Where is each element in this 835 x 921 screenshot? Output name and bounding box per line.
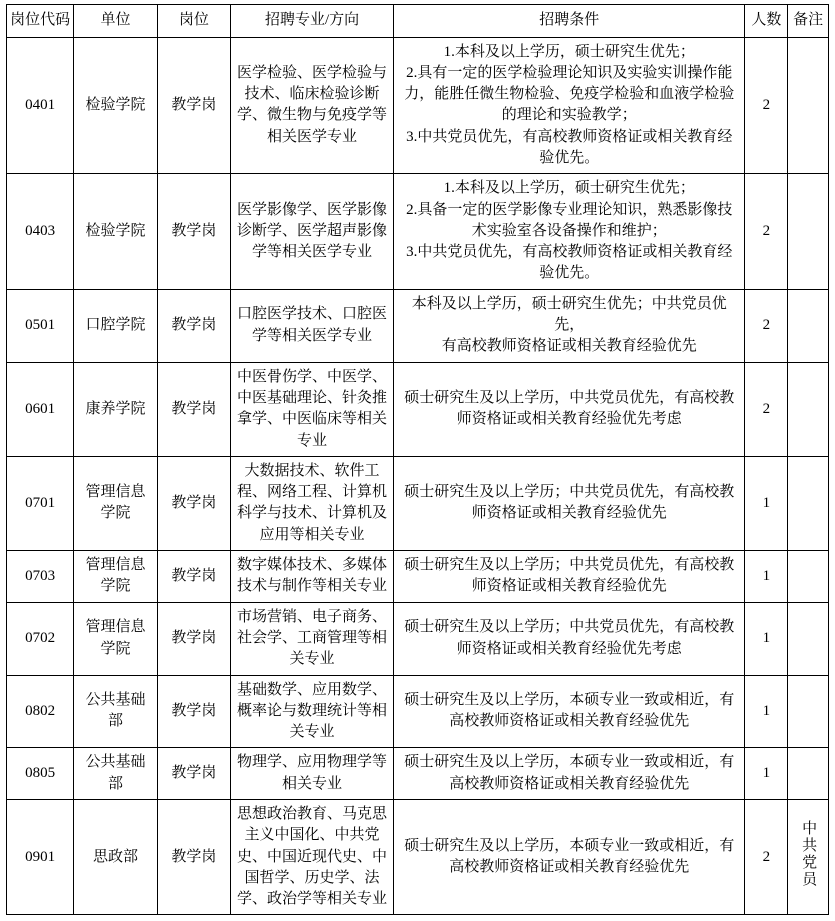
column-header-number: [745, 5, 788, 38]
cell-unit: 管理信息学院: [74, 602, 158, 675]
cell-major: 医学检验、医学检验与技术、临床检验诊断学、微生物与免疫学等相关医学专业: [231, 37, 394, 174]
cell-condition: [394, 748, 745, 800]
cell-job-code: 0403: [7, 174, 74, 289]
condition-line: 硕士研究生及以上学历，本硕专业一致或相近，有: [404, 692, 735, 709]
table-row: [7, 551, 829, 603]
condition-line: 1.本科及以上学历，硕士研究生优先；: [443, 180, 695, 197]
cell-condition: [394, 602, 745, 675]
table-row: [7, 675, 829, 748]
condition-line: 师资格证或相关教育经验优先: [471, 578, 667, 595]
cell-job-code: 0401: [7, 37, 74, 174]
table-row: [7, 174, 829, 289]
condition-line: 2.具备一定的医学影像专业理论知识，熟悉影像技术实验室各设备操作和维护；: [406, 201, 733, 239]
cell-condition: [394, 289, 745, 362]
cell-job-code: 0805: [7, 748, 74, 800]
condition-line: 硕士研究生及以上学历，本硕专业一致或相近，有: [404, 754, 735, 771]
cell-major: 基础数学、应用数学、概率论与数理统计等相关专业: [231, 675, 394, 748]
cell-major: 中医骨伤学、中医学、中医基础理论、针灸推拿学、中医临床等相关专业: [231, 362, 394, 456]
cell-remark: [788, 748, 829, 800]
cell-condition: [394, 800, 745, 915]
table-row: [7, 748, 829, 800]
recruitment-table: [6, 4, 829, 915]
cell-major: 口腔医学技术、口腔医学等相关医学专业: [231, 289, 394, 362]
cell-number: 2: [745, 174, 788, 289]
condition-line: 师资格证或相关教育经验优先考虑: [456, 411, 682, 428]
cell-job-code: 0701: [7, 456, 74, 550]
condition-line: 高校教师资格证或相关教育经验优先: [449, 859, 690, 876]
condition-line: 硕士研究生及以上学历；中共党员优先，有高校教: [404, 557, 735, 574]
cell-post: 教学岗: [157, 362, 230, 456]
table-row: [7, 37, 829, 174]
cell-major: 医学影像学、医学影像诊断学、医学超声影像学等相关医学专业: [231, 174, 394, 289]
cell-post: 教学岗: [157, 602, 230, 675]
cell-remark: [788, 456, 829, 550]
cell-condition: [394, 362, 745, 456]
cell-condition: [394, 675, 745, 748]
column-header-major-label: 招聘专业/方向: [264, 12, 360, 28]
condition-line: 硕士研究生及以上学历；中共党员优先，有高校教: [404, 484, 735, 501]
cell-job-code: 0702: [7, 602, 74, 675]
remark-text: 中共党员: [800, 819, 817, 888]
cell-number: 2: [745, 37, 788, 174]
table-row: [7, 602, 829, 675]
cell-major: 数字媒体技术、多媒体技术与制作等相关专业: [231, 551, 394, 603]
table-header: [7, 5, 829, 38]
cell-condition: [394, 456, 745, 550]
table-row: [7, 456, 829, 550]
cell-unit: 康养学院: [74, 362, 158, 456]
cell-job-code: 0802: [7, 675, 74, 748]
cell-remark: [788, 602, 829, 675]
column-header-major: [231, 5, 394, 38]
table-header-row: [7, 5, 829, 38]
cell-remark: [788, 289, 829, 362]
table-row: [7, 362, 829, 456]
cell-unit: 检验学院: [74, 37, 158, 174]
cell-post: 教学岗: [157, 456, 230, 550]
column-header-remark: [788, 5, 829, 38]
cell-post: 教学岗: [157, 37, 230, 174]
cell-remark: [788, 37, 829, 174]
condition-line: 硕士研究生及以上学历；中共党员优先，有高校教: [404, 619, 735, 636]
condition-line: 高校教师资格证或相关教育经验优先: [449, 775, 690, 792]
cell-post: 教学岗: [157, 748, 230, 800]
cell-major: 思想政治教育、马克思主义中国化、中共党史、中国近现代史、中国哲学、历史学、法学、政治学等相关专业: [231, 800, 394, 915]
cell-number: 1: [745, 748, 788, 800]
cell-remark: [788, 362, 829, 456]
condition-line: 3.中共党员优先，有高校教师资格证或相关教育经验优先。: [406, 128, 733, 166]
cell-number: 2: [745, 362, 788, 456]
cell-job-code: 0901: [7, 800, 74, 915]
condition-line: 本科及以上学历，硕士研究生优先；中共党员优先，: [411, 295, 727, 334]
column-header-code: [7, 5, 74, 38]
column-header-post: [157, 5, 230, 38]
cell-unit: 公共基础部: [74, 675, 158, 748]
column-header-code-label: 岗位代码: [10, 12, 71, 28]
column-header-number-label: 人数: [751, 12, 782, 28]
condition-line: 3.中共党员优先，有高校教师资格证或相关教育经验优先。: [406, 244, 733, 282]
cell-unit: 思政部: [74, 800, 158, 915]
cell-number: 1: [745, 675, 788, 748]
cell-unit: 管理信息学院: [74, 456, 158, 550]
condition-line: 2.具有一定的医学检验理论知识及实验实训操作能力，能胜任微生物检验、免疫学检验和血液学检验的理论和实验教学；: [404, 64, 735, 124]
condition-line: 师资格证或相关教育经验优先考虑: [456, 640, 682, 657]
cell-post: 教学岗: [157, 675, 230, 748]
column-header-condition: [394, 5, 745, 38]
cell-number: 1: [745, 602, 788, 675]
column-header-unit-label: 单位: [100, 12, 131, 28]
cell-unit: 口腔学院: [74, 289, 158, 362]
table-row: [7, 289, 829, 362]
condition-line: 师资格证或相关教育经验优先: [471, 505, 667, 522]
cell-condition: [394, 551, 745, 603]
cell-number: 1: [745, 551, 788, 603]
cell-unit: 公共基础部: [74, 748, 158, 800]
cell-post: 教学岗: [157, 289, 230, 362]
cell-remark: [788, 675, 829, 748]
cell-number: 2: [745, 289, 788, 362]
table-body: [7, 37, 829, 915]
column-header-post-label: 岗位: [178, 12, 209, 28]
cell-remark: [788, 800, 829, 915]
cell-post: 教学岗: [157, 174, 230, 289]
cell-number: 2: [745, 800, 788, 915]
column-header-unit: [74, 5, 158, 38]
cell-major: 物理学、应用物理学等相关专业: [231, 748, 394, 800]
cell-major: 大数据技术、软件工程、网络工程、计算机科学与技术、计算机及应用等相关专业: [231, 456, 394, 550]
condition-line: 硕士研究生及以上学历，中共党员优先，有高校教: [404, 389, 735, 406]
cell-remark: [788, 174, 829, 289]
cell-remark: [788, 551, 829, 603]
condition-line: 高校教师资格证或相关教育经验优先: [449, 713, 690, 730]
table-row: [7, 800, 829, 915]
column-header-remark-label: 备注: [793, 12, 824, 28]
cell-post: 教学岗: [157, 551, 230, 603]
cell-job-code: 0601: [7, 362, 74, 456]
cell-unit: 检验学院: [74, 174, 158, 289]
column-header-condition-label: 招聘条件: [539, 12, 600, 28]
condition-line: 1.本科及以上学历，硕士研究生优先；: [443, 43, 695, 60]
cell-condition: [394, 37, 745, 174]
cell-job-code: 0703: [7, 551, 74, 603]
cell-number: 1: [745, 456, 788, 550]
cell-condition: [394, 174, 745, 289]
cell-unit: 管理信息学院: [74, 551, 158, 603]
cell-post: 教学岗: [157, 800, 230, 915]
cell-job-code: 0501: [7, 289, 74, 362]
condition-line: 硕士研究生及以上学历，本硕专业一致或相近，有: [404, 837, 735, 854]
condition-line: 有高校教师资格证或相关教育经验优先: [441, 338, 697, 355]
cell-major: 市场营销、电子商务、社会学、工商管理等相关专业: [231, 602, 394, 675]
